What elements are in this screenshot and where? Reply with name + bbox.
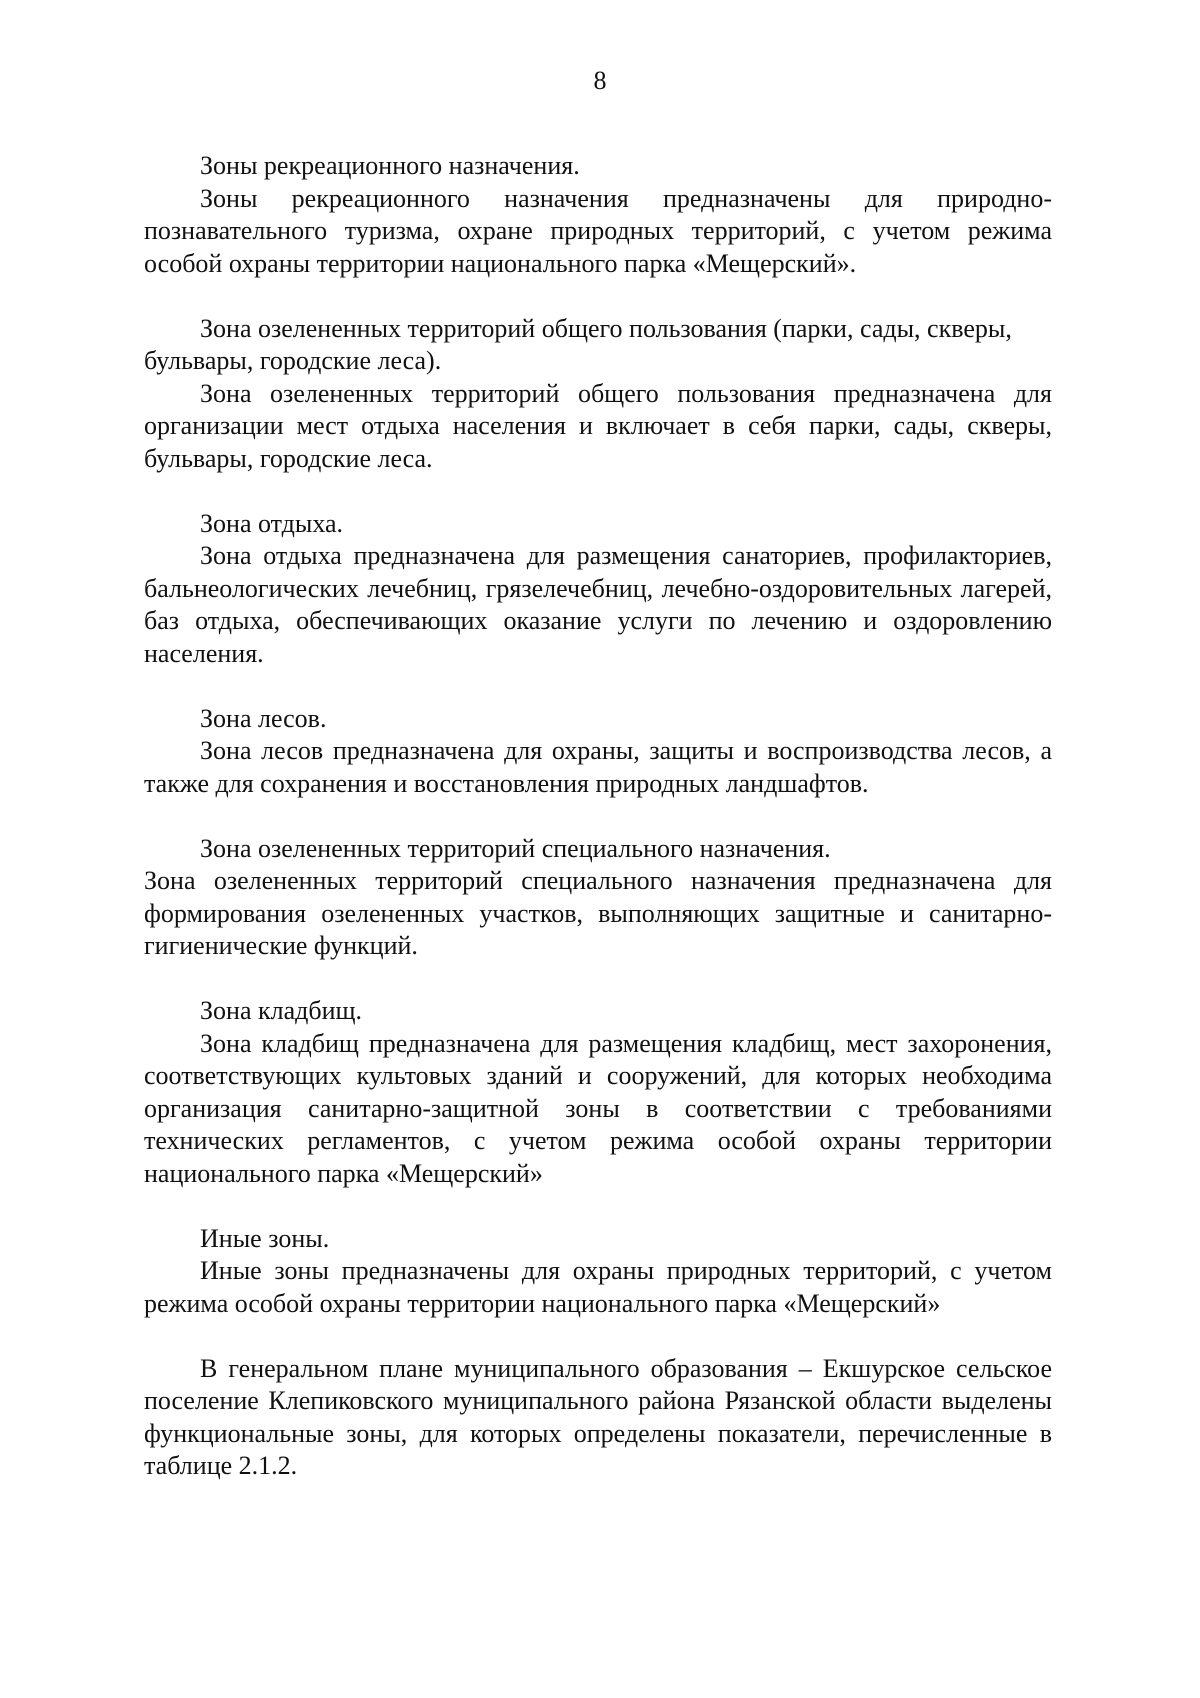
page-number: 8	[593, 66, 607, 95]
section-special-green	[144, 833, 1052, 963]
section-heading: Зона отдыха.	[200, 508, 344, 538]
document-body	[144, 150, 1052, 1483]
paragraph-gap	[144, 280, 1052, 313]
section-heading: Зоны рекреационного назначения.	[200, 151, 580, 180]
paragraph-gap	[144, 800, 1052, 833]
section-other-zones	[144, 1223, 1052, 1321]
section-heading: Иные зоны.	[200, 1223, 330, 1253]
section-heading: Зона озелененных территорий специального назначения.	[200, 833, 831, 863]
section-heading: Зона озелененных территорий общего пользования (парки, сады, скверы, бульвары, городские леса).	[144, 313, 1012, 375]
section-recreation	[144, 150, 1052, 280]
paragraph-gap	[144, 963, 1052, 996]
paragraph-gap	[144, 1320, 1052, 1353]
section-public-green	[144, 313, 1052, 476]
section-cemeteries	[144, 995, 1052, 1190]
section-paragraph: Зона лесов предназначена для охраны, защиты и воспроизводства лесов, а также для сохранения и восстановления природных ландшафтов.	[144, 736, 1052, 798]
section-paragraph: Зона озелененных территорий общего пользования предназначена для организации мест отдыха населения и включает в себя парки, сады, скверы, бульвары, городские леса.	[144, 378, 1052, 473]
paragraph-gap	[144, 1190, 1052, 1223]
section-paragraph: Зона отдыха предназначена для размещения санаториев, профилакториев, бальнеологических лечебниц, грязелечебниц, лечебно-оздоровительных лагерей, баз отдыха, обеспечивающих оказание услуги по лечению и оздоровлению населения.	[144, 541, 1052, 668]
section-heading: Зона кладбищ.	[200, 996, 363, 1025]
section-paragraph: Иные зоны предназначены для охраны природных территорий, с учетом режима особой охраны территории национального парка «Мещерский»	[144, 1256, 1052, 1318]
section-paragraph: Зона кладбищ предназначена для размещения кладбищ, мест захоронения, соответствующих культовых зданий и сооружений, для которых необходима организация санитарно-защитной зоны в соответствии с требованиями технических регламентов, с учетом режима особой охраны территории национального парка «Мещерский»	[144, 1028, 1052, 1188]
paragraph-gap	[144, 475, 1052, 508]
closing-paragraph: В генеральном плане муниципального образования – Екшурское сельское поселение Клепиковского муниципального района Рязанской области выделены функциональные зоны, для которых определены показатели, перечисленные в таблице 2.1.2.	[144, 1353, 1052, 1480]
section-rest	[144, 508, 1052, 671]
section-heading: Зона лесов.	[200, 703, 327, 733]
section-paragraph: Зона озелененных территорий специального назначения предназначена для формирования озелененных участков, выполняющих защитные и санитарно-гигиенические функций.	[144, 866, 1052, 960]
section-paragraph: Зоны рекреационного назначения предназначены для природно-познавательного туризма, охране природных территорий, с учетом режима особой охраны территории национального парка «Мещерский».	[144, 183, 1052, 278]
section-forests	[144, 703, 1052, 801]
paragraph-gap	[144, 670, 1052, 703]
